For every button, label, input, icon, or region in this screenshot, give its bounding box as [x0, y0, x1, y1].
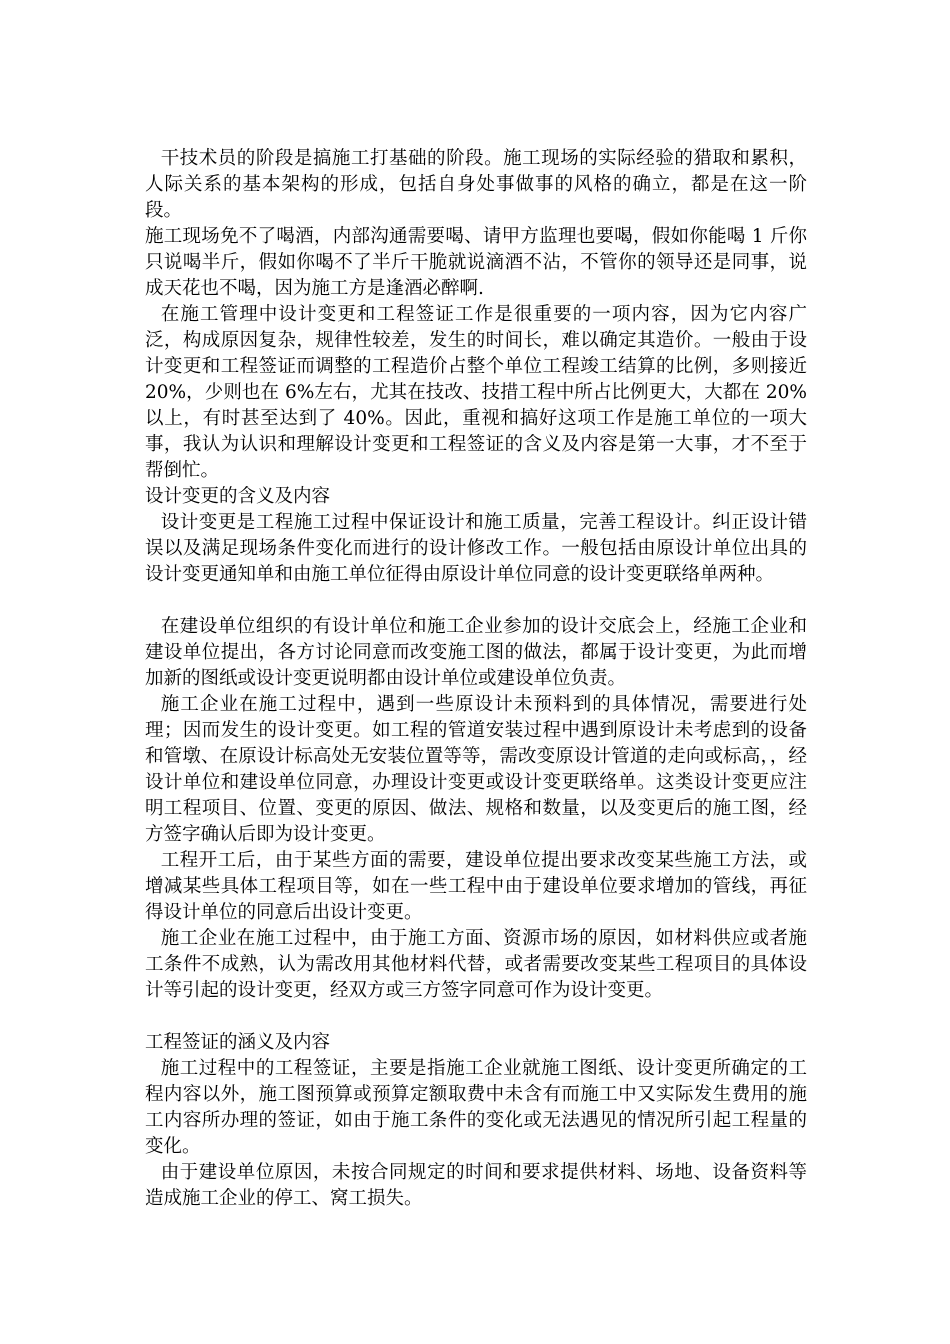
paragraph-drinking: 施工现场免不了喝酒，内部沟通需要喝、请甲方监理也要喝，假如你能喝 1 斤你只说喝半斤，假如你喝不了半斤干脆就说滴酒不沾，不管你的领导还是同事，说成天花也不喝，因为施工方是逢酒必醉啊.	[145, 226, 807, 299]
blank-line	[145, 1004, 807, 1030]
paragraph-design-change-definition: 设计变更是工程施工过程中保证设计和施工质量，完善工程设计。纠正设计错误以及满足现场条件变化而进行的设计修改工作。一般包括由原设计单位出具的设计变更通知单和由施工单位征得由原设计单位同意的设计变更联络单两种。	[145, 512, 807, 585]
paragraph-owner-request: 工程开工后，由于某些方面的需要，建设单位提出要求改变某些施工方法，或增减某些具体工程项目等，如在一些工程中由于建设单位要求增加的管线，再征得设计单位的同意后出设计变更。	[145, 850, 807, 923]
paragraph-material-substitution: 施工企业在施工过程中，由于施工方面、资源市场的原因，如材料供应或者施工条件不成熟，认为需改用其他材料代替，或者需要改变某些工程项目的具体设计等引起的设计变更，经双方或三方签字同意可作为设计变更。	[145, 928, 807, 1001]
paragraph-design-change-importance: 在施工管理中设计变更和工程签证工作是很重要的一项内容，因为它内容广泛，构成原因复杂，规律性较差，发生的时间长，难以确定其造价。一般由于设计变更和工程签证而调整的工程造价占整个单位工程竣工结算的比例，多则接近 20%，少则也在 6%左右，尤其在技改、技措工程中所占比例更大，大都在 20%以上，有时甚至达到了 40%。因此，重视和搞好这项工作是施工单位的一项大事，我认为认识和理解设计变更和工程签证的含义及内容是第一大事，才不至于帮倒忙。	[145, 304, 807, 481]
blank-line	[145, 588, 807, 614]
heading-design-change: 设计变更的含义及内容	[145, 486, 331, 507]
paragraph-design-briefing: 在建设单位组织的有设计单位和施工企业参加的设计交底会上，经施工企业和建设单位提出，各方讨论同意而改变施工图的做法，都属于设计变更，为此而增加新的图纸或设计变更说明都由设计单位或建设单位负责。	[145, 616, 807, 689]
paragraph-technician-stage: 干技术员的阶段是搞施工打基础的阶段。施工现场的实际经验的猎取和累积，人际关系的基本架构的形成，包括自身处事做事的风格的确立，都是在这一阶段。	[145, 148, 807, 221]
document-page	[145, 146, 807, 1212]
paragraph-construction-unforeseen: 施工企业在施工过程中，遇到一些原设计未预料到的具体情况，需要进行处理；因而发生的设计变更。如工程的管道安装过程中遇到原设计未考虑到的设备和管墩、在原设计标高处无安装位置等等，需改变原设计管道的走向或标高，，经设计单位和建设单位同意，办理设计变更或设计变更联络单。这类设计变更应注明工程项目、位置、变更的原因、做法、规格和数量，以及变更后的施工图，经 方签字确认后即为设计变更。	[145, 694, 807, 845]
paragraph-visa-definition: 施工过程中的工程签证，主要是指施工企业就施工图纸、设计变更所确定的工程内容以外，施工图预算或预算定额取费中未含有而施工中又实际发生费用的施工内容所办理的签证，如由于施工条件的变化或无法遇见的情况所引起工程量的变化。	[145, 1058, 807, 1157]
heading-engineering-visa: 工程签证的涵义及内容	[145, 1032, 331, 1053]
paragraph-owner-delay: 由于建设单位原因，未按合同规定的时间和要求提供材料、场地、设备资料等造成施工企业的停工、窝工损失。	[145, 1162, 807, 1209]
